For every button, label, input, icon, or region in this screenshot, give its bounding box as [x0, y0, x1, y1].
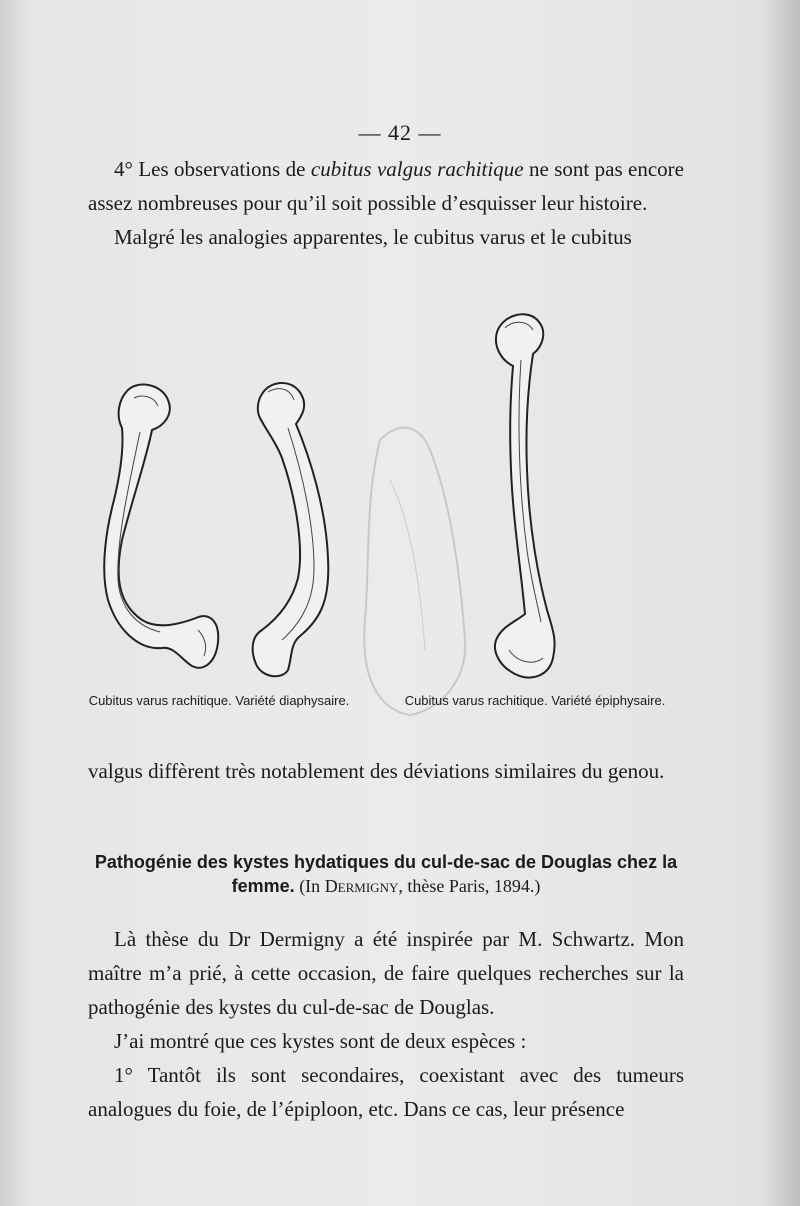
section-ref-suffix: , thèse Paris, 1894.) [398, 876, 541, 896]
caption-diaphysaire: Cubitus varus rachitique. Variété diaphysaire. [88, 693, 350, 708]
bone-illustration-epiphysaire [485, 310, 565, 685]
paragraph-genou [88, 754, 684, 788]
paragraph1-prefix: 4° Les observations de [114, 157, 311, 181]
paragraph1-italic: cubitus valgus rachitique [310, 157, 524, 181]
caption-epiphysaire: Cubitus varus rachitique. Variété épiphysaire. [404, 693, 666, 708]
paragraph3: valgus diffèrent très notablement des déviations similaires du genou. [88, 759, 665, 783]
show-through-illustration [340, 420, 480, 720]
paragraph5: J’ai montré que ces kystes sont de deux espèces : [114, 1029, 527, 1053]
paragraph-cubitus-valgus [88, 152, 684, 254]
section-ref-author: Dermigny [324, 876, 399, 896]
paragraph2: Malgré les analogies apparentes, le cubitus varus et le cubitus [114, 225, 632, 249]
section-heading [88, 850, 684, 898]
paragraph1-rest: ne sont pas encore assez nombreuses pour qu’il soit possible d’esquisser leur histoire. [88, 157, 684, 215]
bone-illustration-diaphysaire-2 [248, 378, 338, 680]
section-ref-prefix: (In [294, 876, 325, 896]
paragraph4: Là thèse du Dr Dermigny a été inspirée par M. Schwartz. Mon maître m’a prié, à cette occasion, de faire quelques recherches sur la pathogénie des kystes du cul-de-sac de Douglas. [88, 927, 684, 1019]
paragraph6: 1° Tantôt ils sont secondaires, coexistant avec des tumeurs analogues du foie, de l’épiploon, etc. Dans ce cas, leur présence [88, 1063, 684, 1121]
page-number: — 42 — [358, 120, 442, 145]
bone-illustration-diaphysaire-1 [100, 380, 225, 675]
paragraph-body [88, 922, 684, 1126]
section-title: Pathogénie des kystes hydatiques du cul-de-sac de Douglas chez la femme. [94, 852, 678, 896]
